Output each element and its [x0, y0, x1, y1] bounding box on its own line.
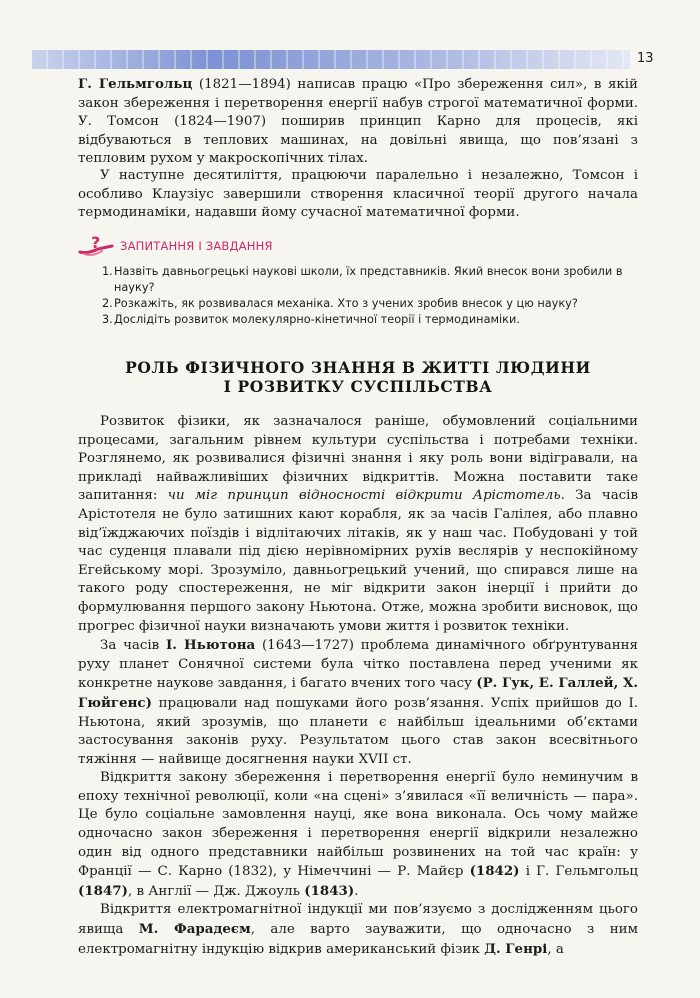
body-paragraph-1: Розвиток фізики, як зазначалося раніше, обумовлений соціальними процесами, загальним рівнем культури суспільства і потребами техніки. Розглянемо, як розвивалися фізичні знання і яку роль вони відігравали, на прикладі найважливіших фізичних відкриттів. Можна поставити таке запитання: чи міг принцип відносності відкрити Арістотель. За часів Арістотеля не було затишних кают корабля, як за часів Галілея, або плавно від’їжджаючих поїздів і відлітаючих літаків, як у наш час. Побудовані у той час суденця плавали під дією нерівномірних рухів веслярів у неспокійному Егейському морі. Зрозуміло, давньогрецький учений, що спирався лише на такого роду спостереження, не міг відкрити закон інерції і прийти до формулювання першого закону Ньютона. Отже, можна зробити висновок, що прогрес фізичної науки визначають умови життя і розвиток техніки.: [78, 414, 639, 634]
section-title: РОЛЬ ФІЗИЧНОГО ЗНАННЯ В ЖИТТІ ЛЮДИНИ І РОЗВИТКУ СУСПІЛЬСТВА: [125, 358, 591, 396]
question-item: 1. Назвіть давньогрецькі наукові школи, їх представників. Який внесок вони зробили в науку?: [102, 265, 623, 294]
question-item: 2. Розкажіть, як розвивалася механіка. Хто з учених зробив внесок у цю науку?: [102, 297, 578, 310]
name-helmholtz: Г. Гельмгольц: [78, 76, 193, 92]
intro-paragraph-2: У наступне десятиліття, працюючи паралельно і незалежно, Томсон і особливо Клаузіус завершили створення класичної теорії другого начала термодинаміки, надавши йому сучасної математичної форми.: [78, 168, 638, 221]
body-paragraph-4: Відкриття електромагнітної індукції ми пов’язуємо з дослідженням цього явища М. Фарадеєм, але варто зауважити, що одночасно з ним електромагнітну індукцію відкрив американський фізик Д. Генрі, а: [78, 902, 638, 957]
questions-title: ЗАПИТАННЯ І ЗАВДАННЯ: [120, 239, 273, 253]
body-paragraph-2: За часів І. Ньютона (1643—1727) проблема динамічного обґрунтування руху планет Сонячної системи була чітко поставлена перед ученими як конкретне наукове завдання, і багато вчених того часу (Р. Гук, Е. Галлей, Х. Гюйгенс) працювали над пошуками його розв’язання. Успіх прийшов до І. Ньютона, який зрозумів, що планети є найбільш ідеальними об’єктами застосування законів руху. Результатом цього став закон всесвітнього тяжіння — найвище досягнення науки XVII ст.: [78, 637, 638, 767]
intro-paragraph-1: Г. Гельмгольц (1821—1894) написав працю «Про збереження сил», в якій закон збереження і перетворення енергії набув строгої математичної форми. У. Томсон (1824—1907) поширив принцип Карно для процесів, які відбуваються в теплових машинах, на довільні явища, що пов’язані з тепловим рухом у макроскопічних тілах.: [78, 76, 638, 167]
section-body: [78, 413, 638, 959]
questions-list: [102, 264, 638, 328]
question-item: 3. Дослідіть розвиток молекулярно-кінетичної теорії і термодинаміки.: [102, 313, 520, 326]
svg-text:?: ?: [91, 234, 101, 252]
question-mark-icon: [78, 234, 116, 258]
header-band: [32, 50, 630, 69]
page-number: 13: [637, 51, 654, 66]
body-paragraph-3: Відкриття закону збереження і перетворення енергії було неминучим в епоху технічної революції, коли «на сцені» з’явилася «її величність — пара». Це було соціальне замовлення науці, яке вона виконала. Ось чому майже одночасно закон збереження і перетворення енергії відкрили незалежно один від одного представники найбільш розвинених на той час країн: у Франції — С. Карно (1832), у Німеччині — Р. Майєр (1842) і Г. Гельмгольц (1847), в Англії — Дж. Джоуль (1843).: [78, 770, 638, 899]
questions-header: [78, 234, 638, 260]
